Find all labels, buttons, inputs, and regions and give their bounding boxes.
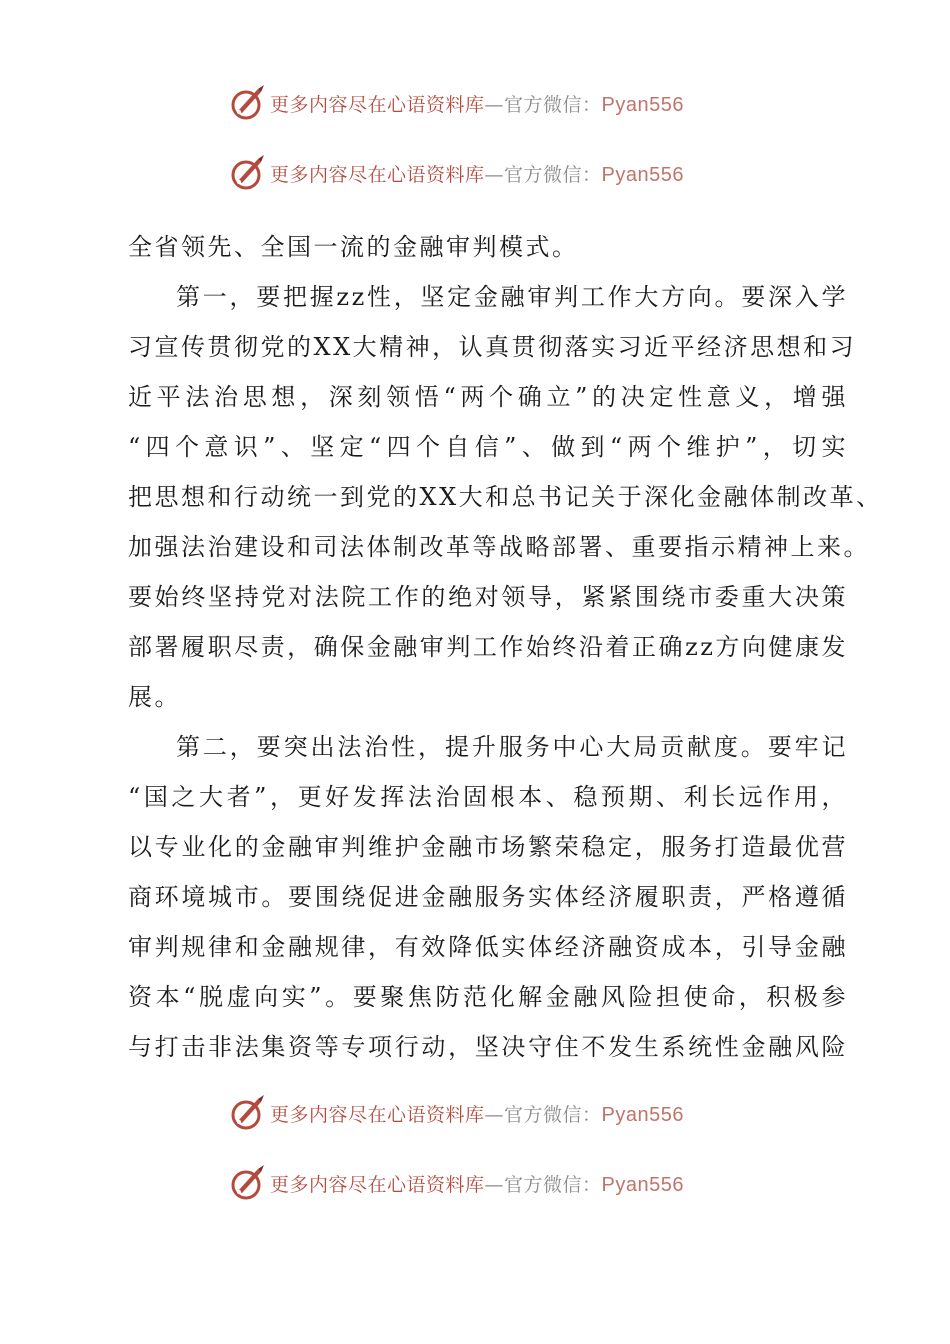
watermark-dash: — <box>484 1103 505 1126</box>
text-line: 以专业化的金融审判维护金融市场繁荣稳定，服务打造最优营 <box>128 833 848 861</box>
text-line: “四个意识”、坚定“四个自信”、做到“两个维护”，切实 <box>128 433 848 461</box>
watermark-dash: — <box>484 1173 505 1196</box>
watermark-id: Pyan556 <box>601 163 684 186</box>
paragraph-2 <box>128 272 883 722</box>
text-line: 习宣传贯彻党的XX大精神，认真贯彻落实习近平经济思想和习 <box>128 333 857 361</box>
watermark-dash: — <box>484 93 505 116</box>
text-line: 商环境城市。要围绕促进金融服务实体经济履职责，严格遵循 <box>128 883 848 911</box>
paragraph-1 <box>128 222 848 272</box>
text-line: 与打击非法集资等专项行动，坚决守住不发生系统性金融风险 <box>128 1033 848 1061</box>
text-line: 全省领先、全国一流的金融审判模式。 <box>128 233 579 261</box>
watermark-id: Pyan556 <box>601 1103 684 1126</box>
text-line: “国之大者”，更好发挥法治固根本、稳预期、利长远作用， <box>128 783 848 811</box>
text-line: 第二，要突出法治性，提升服务中心大局贡献度。要牢记 <box>176 733 848 761</box>
text-line: 展。 <box>128 683 181 711</box>
text-line: 资本“脱虚向实”。要聚焦防范化解金融风险担使命，积极参 <box>128 983 848 1011</box>
watermark-official: 官方微信： <box>504 163 602 186</box>
quill-logo-icon <box>228 1163 268 1203</box>
text-line: 审判规律和金融规律，有效降低实体经济融资成本，引导金融 <box>128 933 848 961</box>
watermark-banner <box>228 1163 748 1203</box>
watermark-official: 官方微信： <box>504 93 602 116</box>
text-line: 部署履职尽责，确保金融审判工作始终沿着正确zz方向健康发 <box>128 633 848 661</box>
watermark-brand: 更多内容尽在心语资料库 <box>270 1173 485 1196</box>
quill-logo-icon <box>228 153 268 193</box>
quill-logo-icon <box>228 83 268 123</box>
watermark-brand: 更多内容尽在心语资料库 <box>270 163 485 186</box>
text-line: 近平法治思想，深刻领悟“两个确立”的决定性意义，增强 <box>128 383 848 411</box>
watermark-banner <box>228 83 748 123</box>
text-line: 第一，要把握zz性，坚定金融审判工作大方向。要深入学 <box>176 283 848 311</box>
watermark-id: Pyan556 <box>601 93 684 116</box>
watermark-dash: — <box>484 163 505 186</box>
watermark-id: Pyan556 <box>601 1173 684 1196</box>
text-line: 要始终坚持党对法院工作的绝对领导，紧紧围绕市委重大决策 <box>128 583 848 611</box>
quill-logo-icon <box>228 1093 268 1133</box>
watermark-banner <box>228 1093 748 1133</box>
document-body <box>128 222 883 1072</box>
watermark-official: 官方微信： <box>504 1173 602 1196</box>
watermark-brand: 更多内容尽在心语资料库 <box>270 1103 485 1126</box>
text-line: 把思想和行动统一到党的XX大和总书记关于深化金融体制改革、 <box>128 483 883 511</box>
watermark-brand: 更多内容尽在心语资料库 <box>270 93 485 116</box>
watermark-official: 官方微信： <box>504 1103 602 1126</box>
paragraph-3 <box>128 722 848 1072</box>
watermark-banner <box>228 153 748 193</box>
text-line: 加强法治建设和司法体制改革等战略部署、重要指示精神上来。 <box>128 533 870 561</box>
